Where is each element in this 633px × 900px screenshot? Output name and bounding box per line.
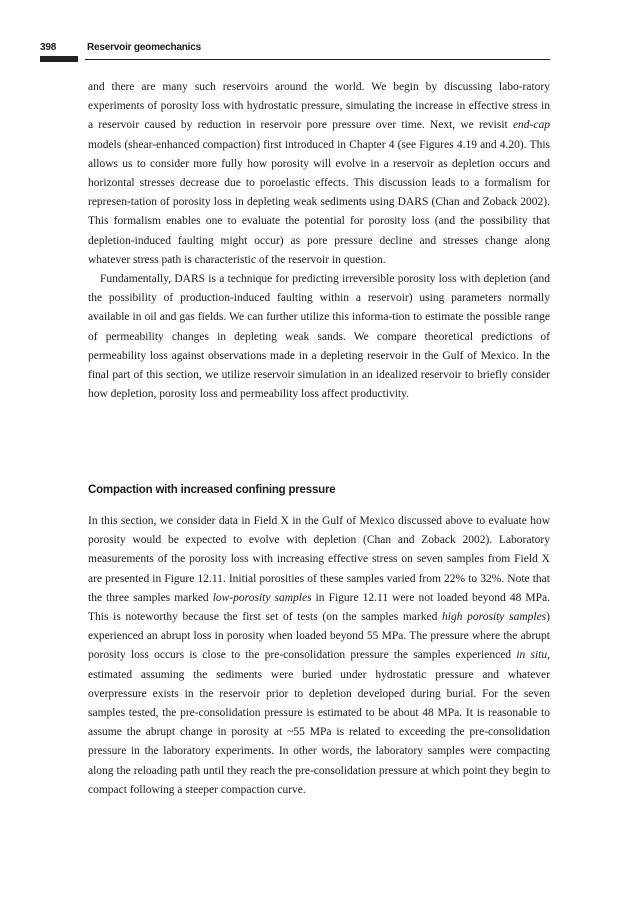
paragraph-fundamentally: [88, 270, 550, 404]
italic-term: high porosity samples: [442, 611, 547, 624]
text-span: ) experienced an abrupt loss in porosity when loaded beyond 55 MPa. The pressure where the abrupt porosity loss occurs is close to the pre-consolidation pressure the samples experienced: [88, 611, 550, 662]
text-span: Fundamentally, DARS is a technique for predicting irreversible porosity loss with depletion (and the possibility of production-induced faulting within a reservoir) using parameters normally available in oil and gas fields. We can further utilize this informa-tion to estimate the possible range of permeability changes in depleting weak sands. We compare theoretical predictions of permeability loss against observations made in a depleting reservoir in the Gulf of Mexico. In the final part of this section, we utilize reservoir simulation in an idealized reservoir to briefly consider how depletion, porosity loss and permeability loss affect productivity.: [88, 273, 550, 401]
text-span: in Figure 12.11 were not loaded beyond 48 MPa. This is noteworthy because the first set of tests (on the samples marked: [88, 591, 550, 624]
text-span: and there are many such reservoirs around the world. We begin by discussing labo-ratory experiments of porosity loss with hydrostatic pressure, simulating the increase in effective stress in a reservoir caused by reduction in reservoir pore pressure over time. Next, we revisit: [88, 81, 550, 132]
running-title: Reservoir geomechanics: [87, 42, 201, 53]
text-span: models (shear-enhanced compaction) first introduced in Chapter 4 (see Figures 4.19 and 4.20). This allows us to consider more fully how porosity will evolve in a reservoir as depletion occurs and horizontal stresses decrease due to poroelastic effects. This discussion leads to a formalism for represen-tation of porosity loss in depleting weak sediments using DARS (Chan and Zoback 2002). This formalism enables one to evaluate the potential for porosity loss (and the possibility that depletion-induced faulting might occur) as pore pressure decline and stresses change along whatever stress path is characteristic of the reservoir in question.: [88, 138, 550, 266]
section-heading: Compaction with increased confining pressure: [88, 484, 336, 496]
text-span: In this section, we consider data in Field X in the Gulf of Mexico discussed above to evaluate how porosity would be expected to evolve with depletion (Chan and Zoback 2002). Laboratory measurements of the porosity loss with increasing effective stress on seven samples from Field X are presented in Figure 12.11. Initial porosities of these samples varied from 22% to 32%. Note that the three samples marked: [88, 515, 550, 604]
italic-term: in situ: [516, 649, 548, 662]
header-rule: [85, 59, 550, 60]
italic-term: low-porosity samples: [212, 591, 312, 604]
italic-term: end-cap: [512, 119, 550, 132]
running-head: [40, 38, 550, 64]
paragraph-intro: [88, 78, 550, 270]
section-body: [88, 512, 550, 800]
paragraph-compaction: [88, 512, 550, 800]
header-accent-bar: [40, 56, 78, 62]
intro-text: [88, 78, 550, 404]
text-span: , estimated assuming the sediments were buried under hydrostatic pressure and whatever overpressure exists in the reservoir prior to depletion developed during burial. For the seven samples tested, the pre-consolidation pressure is estimated to be about 48 MPa. It is reasonable to assume the abrupt change in porosity at ~55 MPa is related to exceeding the pre-consolidation pressure in the laboratory experiments. In other words, the laboratory samples were compacting along the reloading path until they reach the pre-consolidation pressure at which point they begin to compact following a steeper compaction curve.: [88, 649, 550, 796]
page-number: 398: [40, 42, 57, 53]
